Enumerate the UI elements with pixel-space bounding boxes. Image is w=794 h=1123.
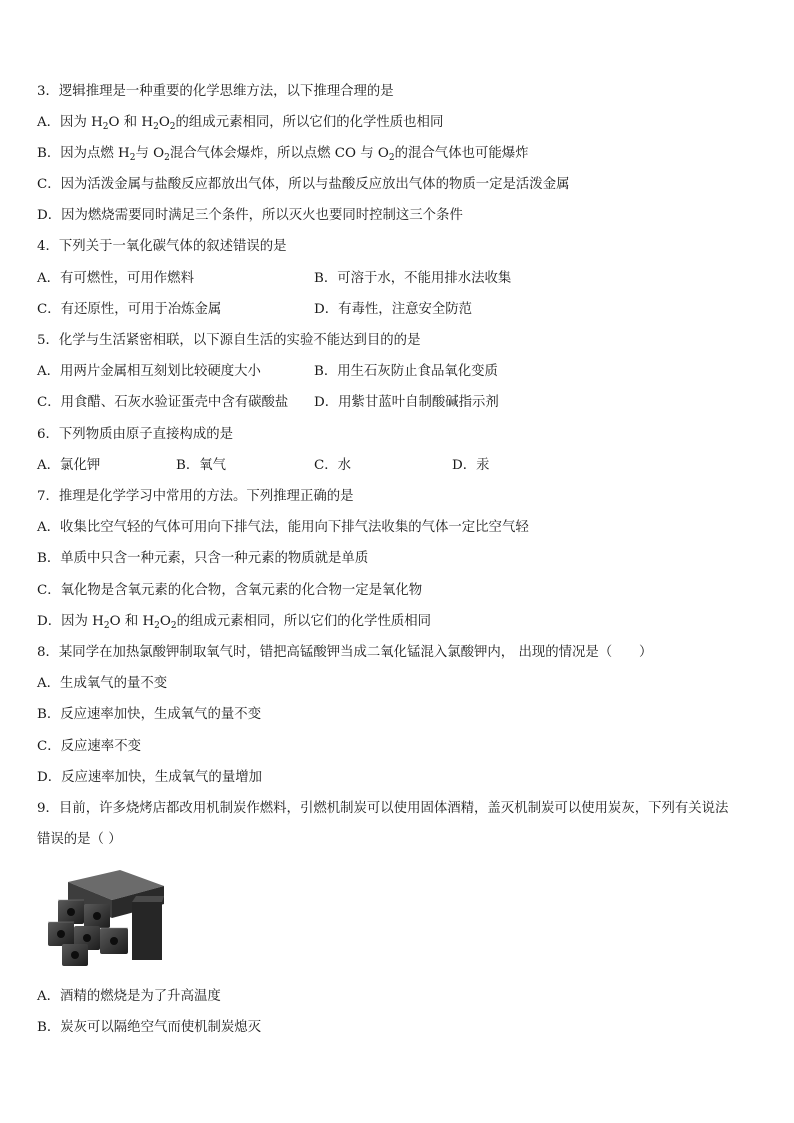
question-7-option-a[interactable]: A．收集比空气轻的气体可用向下排气法，能用向下排气法收集的气体一定比空气轻 [37,520,529,535]
question-9-option-a[interactable]: A．酒精的燃烧是为了升高温度 [37,989,221,1004]
question-7-option-d[interactable]: D．因为 $H_2O$ 和 $H_2O_2$的组成元素相同，所以它们的化学性质相同 [37,614,432,631]
question-3-option-b[interactable]: B．因为点燃 $H_2$与 $O_2$混合气体会爆炸，所以点燃 CO 与 $O_2$的混合气体也可能爆炸 [37,146,529,163]
question-8-option-a[interactable]: A．生成氧气的量不变 [37,676,168,691]
question-9-stem-line2: 错误的是（ ） [37,832,122,847]
question-6-option-a[interactable]: A．氯化钾 [37,458,101,473]
question-6-option-b[interactable]: B．氧气 [176,458,227,473]
question-3-option-d[interactable]: D．因为燃烧需要同时满足三个条件，所以灭火也要同时控制这三个条件 [37,208,463,223]
question-6-option-d[interactable]: D．汞 [452,458,490,473]
question-4-option-a[interactable]: A．有可燃性，可用作燃料 [37,271,194,286]
question-4-option-c[interactable]: C．有还原性，可用于冶炼金属 [37,302,222,317]
question-7-option-b[interactable]: B．单质中只含一种元素，只含一种元素的物质就是单质 [37,551,369,566]
question-5-stem: 5．化学与生活紧密相联，以下源自生活的实验不能达到目的的是 [37,333,421,348]
question-7-option-c[interactable]: C．氧化物是含氧元素的化合物，含氧元素的化合物一定是氧化物 [37,583,423,598]
question-4-option-d[interactable]: D．有毒性，注意安全防范 [314,302,473,317]
question-8-stem: 8．某同学在加热氯酸钾制取氧气时，错把高锰酸钾当成二氧化锰混入氯酸钾内， 出现的情况是（ ） [37,645,653,660]
question-4-option-b[interactable]: B．可溶于水，不能用排水法收集 [314,271,512,286]
question-8-option-c[interactable]: C．反应速率不变 [37,739,141,754]
question-7-stem: 7．推理是化学学习中常用的方法。下列推理正确的是 [37,489,354,504]
question-5-option-d[interactable]: D．用紫甘蓝叶自制酸碱指示剂 [314,395,499,410]
question-8-option-b[interactable]: B．反应速率加快，生成氧气的量不变 [37,707,262,722]
question-8-option-d[interactable]: D．反应速率加快，生成氧气的量增加 [37,770,262,785]
question-5-option-b[interactable]: B．用生石灰防止食品氧化变质 [314,364,498,379]
question-3-stem: 3．逻辑推理是一种重要的化学思维方法，以下推理合理的是 [37,84,394,99]
question-6-option-c[interactable]: C．水 [314,458,352,473]
question-9-stem-line1: 9．目前，许多烧烤店都改用机制炭作燃料，引燃机制炭可以使用固体酒精，盖灭机制炭可以使用炭灰，下列有关说法 [37,801,729,816]
question-3-option-c[interactable]: C．因为活泼金属与盐酸反应都放出气体，所以与盐酸反应放出气体的物质一定是活泼金属 [37,177,570,192]
question-5-option-a[interactable]: A．用两片金属相互刻划比较硬度大小 [37,364,261,379]
question-9-option-b[interactable]: B．炭灰可以隔绝空气而使机制炭熄灭 [37,1020,262,1035]
question-6-stem: 6．下列物质由原子直接构成的是 [37,427,233,442]
question-5-option-c[interactable]: C．用食醋、石灰水验证蛋壳中含有碳酸盐 [37,395,289,410]
charcoal-briquettes-image [40,864,166,968]
question-3-option-a[interactable]: A．因为 $H_2O$ 和 $H_2O_2$的组成元素相同，所以它们的化学性质也相同 [37,115,444,132]
question-4-stem: 4．下列关于一氧化碳气体的叙述错误的是 [37,239,287,254]
